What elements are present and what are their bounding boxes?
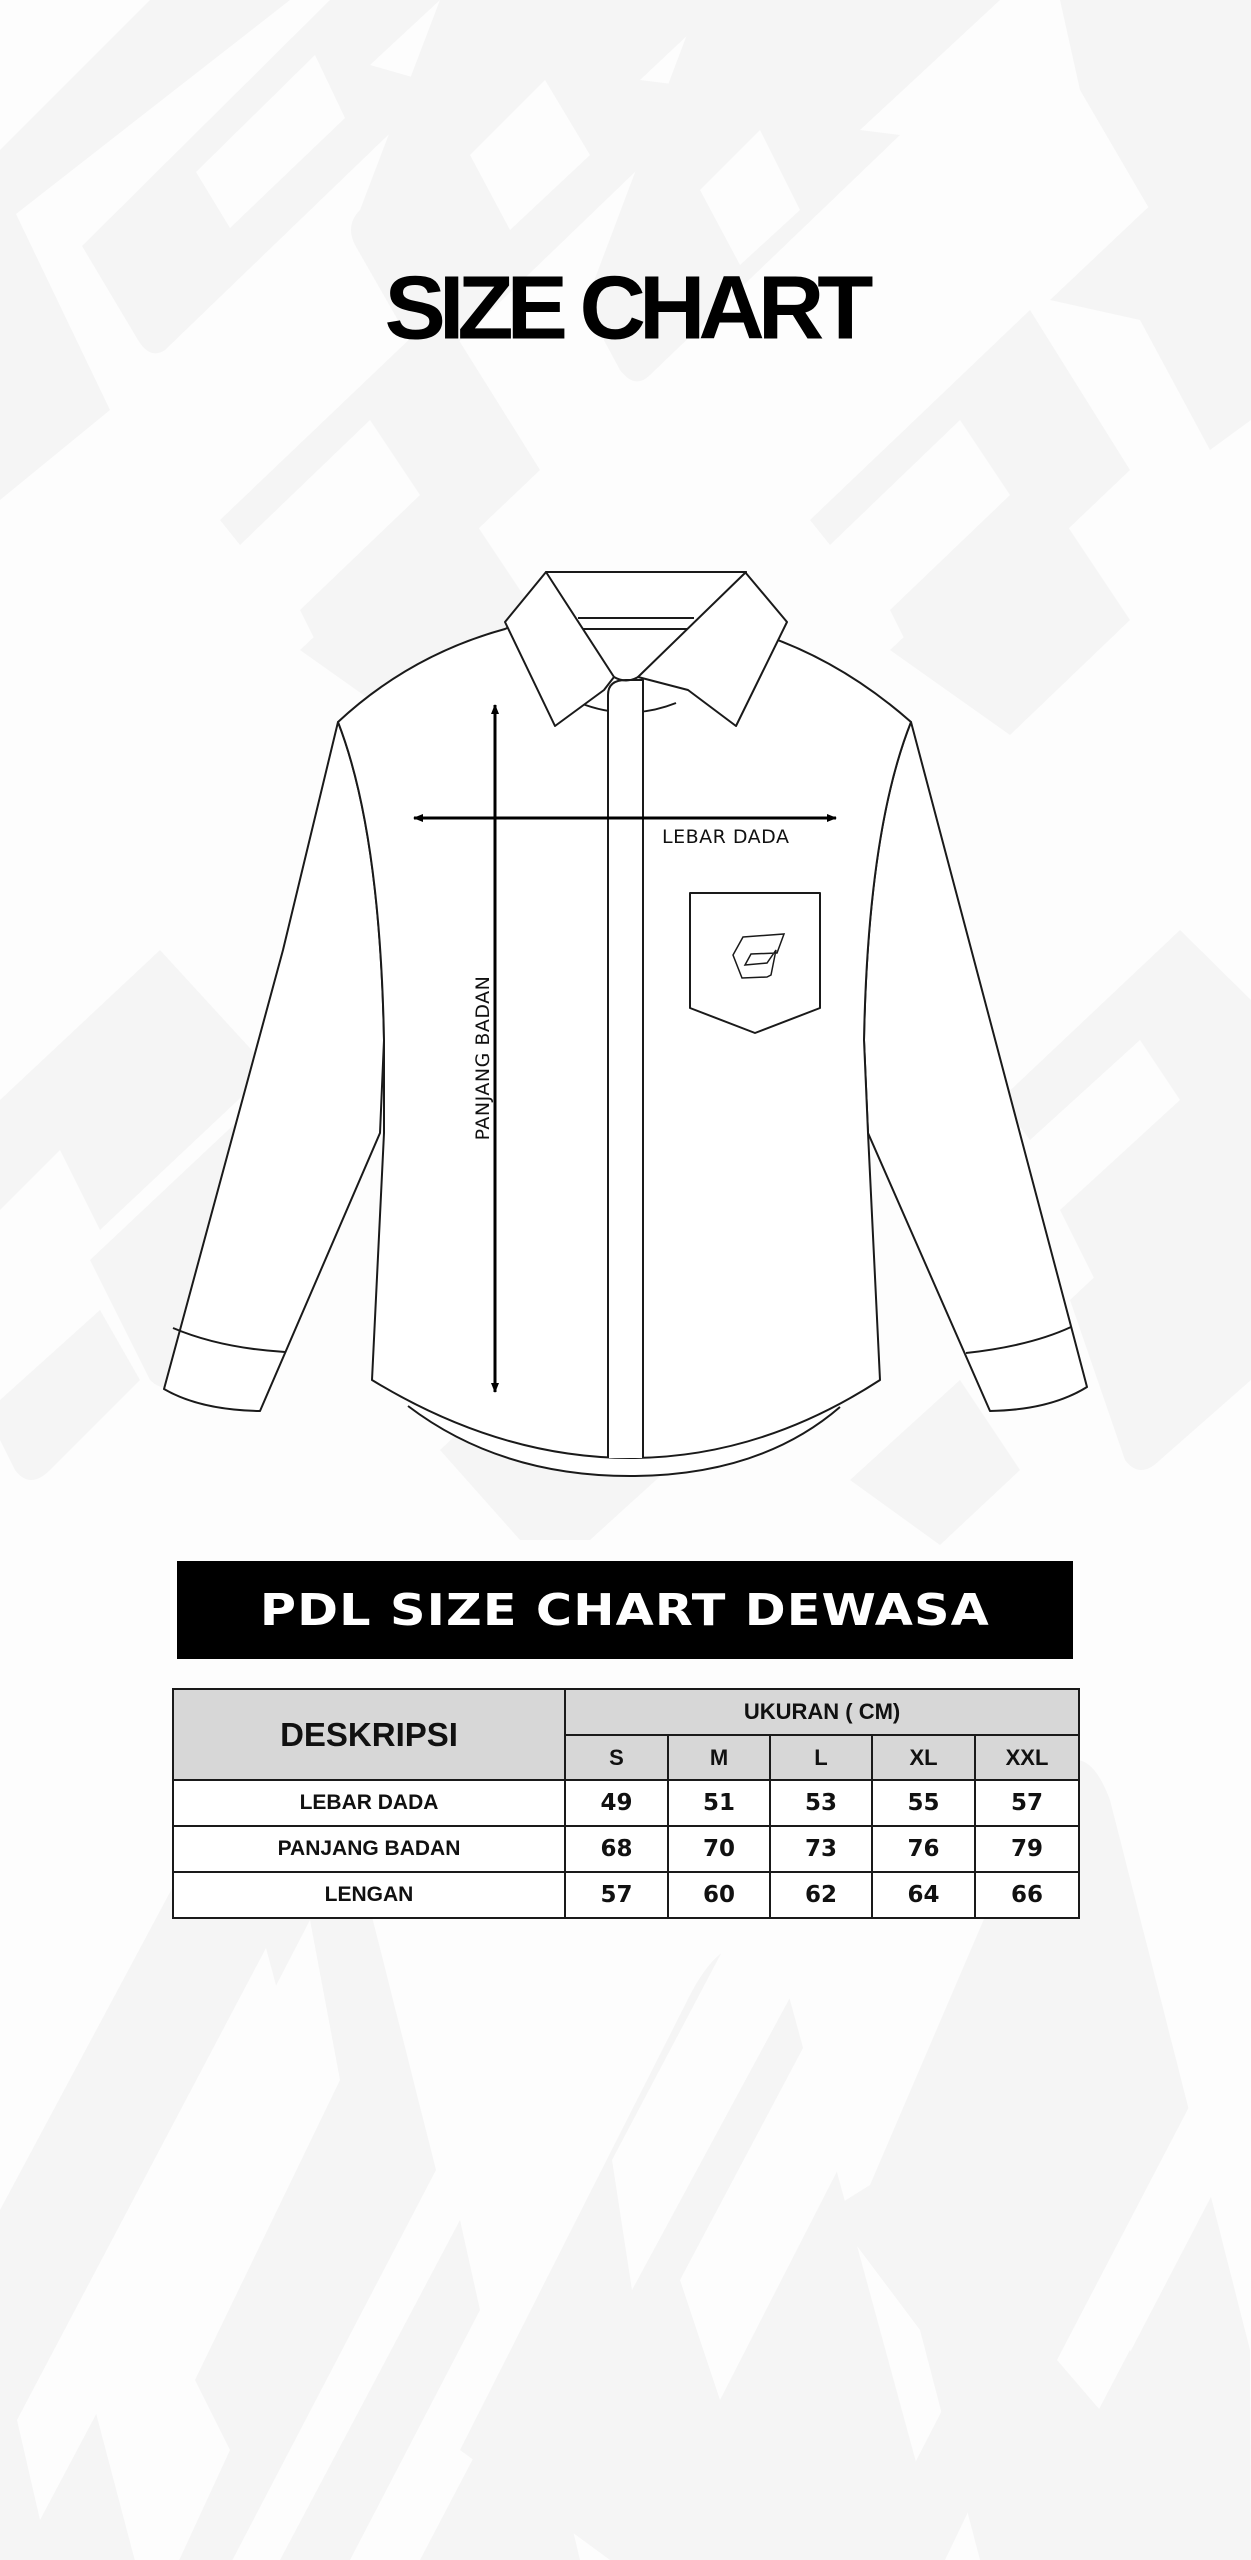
table-header-row	[173, 1689, 1079, 1735]
right-sleeve	[864, 722, 1087, 1411]
banner-title: PDL SIZE CHART DEWASA	[259, 1584, 991, 1636]
size-chart-banner	[177, 1561, 1073, 1659]
row-label-lebar-dada: LEBAR DADA	[173, 1780, 565, 1826]
cell-value: 51	[668, 1780, 770, 1826]
cell-value: 64	[872, 1872, 975, 1918]
size-table	[172, 1688, 1080, 1919]
row-label-lengan: LENGAN	[173, 1872, 565, 1918]
table-row	[173, 1826, 1079, 1872]
cell-value: 68	[565, 1826, 668, 1872]
cell-value: 57	[565, 1872, 668, 1918]
body-length-label: PANJANG BADAN	[472, 975, 494, 1141]
page-title: SIZE CHART	[384, 258, 867, 358]
cell-value: 60	[668, 1872, 770, 1918]
chest-width-label: LEBAR DADA	[662, 826, 790, 848]
chest-pocket	[690, 893, 820, 1033]
cell-value: 66	[975, 1872, 1079, 1918]
size-header-s: S	[565, 1735, 668, 1780]
table-row	[173, 1872, 1079, 1918]
table-row	[173, 1780, 1079, 1826]
left-sleeve	[164, 722, 384, 1411]
unit-header: UKURAN ( CM)	[565, 1689, 1079, 1735]
placket	[608, 680, 643, 1458]
cell-value: 70	[668, 1826, 770, 1872]
size-header-xxl: XXL	[975, 1735, 1079, 1780]
cell-value: 73	[770, 1826, 872, 1872]
cell-value: 79	[975, 1826, 1079, 1872]
cell-value: 53	[770, 1780, 872, 1826]
cell-value: 57	[975, 1780, 1079, 1826]
cell-value: 62	[770, 1872, 872, 1918]
cell-value: 55	[872, 1780, 975, 1826]
size-header-l: L	[770, 1735, 872, 1780]
description-header: DESKRIPSI	[173, 1689, 565, 1780]
size-header-xl: XL	[872, 1735, 975, 1780]
cell-value: 76	[872, 1826, 975, 1872]
row-label-panjang-badan: PANJANG BADAN	[173, 1826, 565, 1872]
cell-value: 49	[565, 1780, 668, 1826]
size-header-m: M	[668, 1735, 770, 1780]
